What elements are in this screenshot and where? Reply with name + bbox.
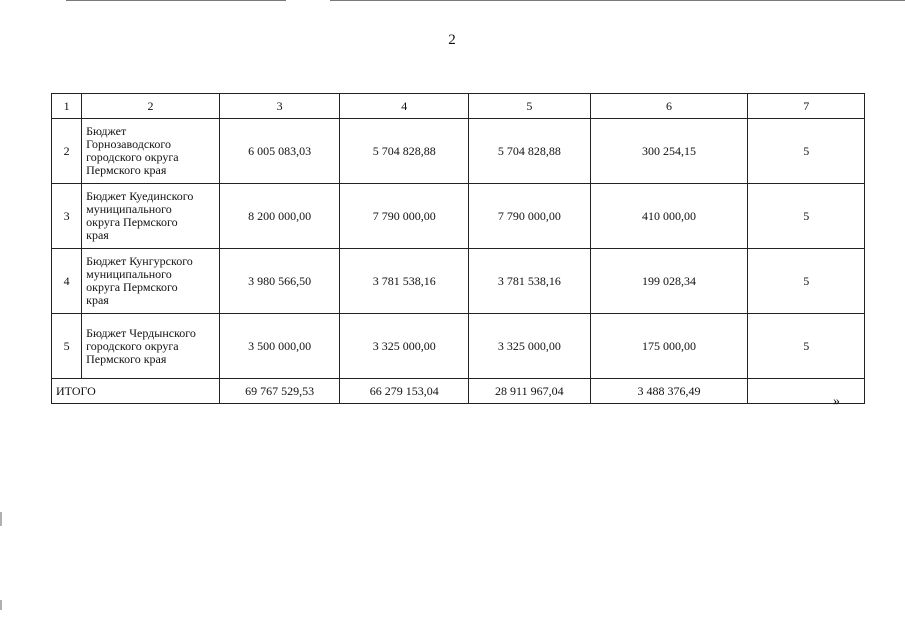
header-cell-2: 2 (82, 94, 220, 119)
budget-name-line: Бюджет Чердынского (86, 325, 196, 340)
amount-cell-4: 7 790 000,00 (340, 184, 469, 249)
amount-cell-3: 3 980 566,50 (219, 249, 340, 314)
budget-name-cell (82, 314, 220, 379)
table-header-row (52, 94, 865, 119)
header-cell-3: 3 (219, 94, 340, 119)
budget-table (51, 93, 865, 404)
amount-cell-6: 175 000,00 (590, 314, 748, 379)
table-row (52, 314, 865, 379)
value-cell-7: 5 (748, 184, 865, 249)
amount-cell-5: 3 781 538,16 (469, 249, 591, 314)
value-cell-7: 5 (748, 119, 865, 184)
header-cell-1: 1 (52, 94, 82, 119)
amount-cell-4: 3 325 000,00 (340, 314, 469, 379)
table-row (52, 119, 865, 184)
budget-name-line: Бюджет (86, 124, 127, 138)
budget-name-line: округа Пермского (86, 280, 178, 294)
table-row (52, 249, 865, 314)
value-cell-7: 5 (748, 314, 865, 379)
budget-name-line: Бюджет Куединского (86, 189, 194, 203)
budget-name-line: края (86, 228, 109, 242)
scan-top-edge-left (66, 0, 286, 1)
budget-name-line: края (86, 293, 109, 307)
budget-name-line: Пермского края (86, 163, 167, 177)
header-cell-6: 6 (590, 94, 748, 119)
value-cell-7: 5 (748, 249, 865, 314)
budget-name-line: муниципального (86, 202, 172, 216)
budget-name-line: городского округа (86, 150, 179, 164)
row-number-cell: 3 (52, 184, 82, 249)
table-row (52, 184, 865, 249)
row-number-cell: 4 (52, 249, 82, 314)
amount-cell-3: 6 005 083,03 (219, 119, 340, 184)
closing-quote: » (833, 394, 840, 409)
scan-edge-mark (0, 512, 2, 526)
amount-cell-5: 5 704 828,88 (469, 119, 591, 184)
total-row (52, 379, 865, 404)
header-cell-7: 7 (748, 94, 865, 119)
budget-name-cell (82, 184, 220, 249)
total-cell-6: 3 488 376,49 (590, 379, 748, 404)
row-number-cell: 2 (52, 119, 82, 184)
total-cell-5: 28 911 967,04 (469, 379, 591, 404)
budget-name-line: Пермского края (86, 351, 167, 366)
scan-edge-mark (0, 600, 2, 610)
amount-cell-5: 7 790 000,00 (469, 184, 591, 249)
row-number-cell: 5 (52, 314, 82, 379)
amount-cell-5: 3 325 000,00 (469, 314, 591, 379)
scan-top-edge-right (330, 0, 905, 1)
amount-cell-4: 3 781 538,16 (340, 249, 469, 314)
header-cell-4: 4 (340, 94, 469, 119)
total-cell-4: 66 279 153,04 (340, 379, 469, 404)
budget-name-line: Бюджет Кунгурского (86, 254, 193, 268)
total-cell-3: 69 767 529,53 (219, 379, 340, 404)
budget-name-cell (82, 249, 220, 314)
budget-name-cell (82, 119, 220, 184)
page-number: 2 (448, 32, 456, 48)
amount-cell-3: 3 500 000,00 (219, 314, 340, 379)
budget-name-line: Горнозаводского (86, 137, 172, 151)
budget-name-line: городского округа (86, 338, 179, 353)
amount-cell-6: 199 028,34 (590, 249, 748, 314)
header-cell-5: 5 (469, 94, 591, 119)
budget-name-line: округа Пермского (86, 215, 178, 229)
amount-cell-6: 410 000,00 (590, 184, 748, 249)
total-cell-7 (748, 379, 865, 404)
amount-cell-6: 300 254,15 (590, 119, 748, 184)
budget-name-line: муниципального (86, 267, 172, 281)
total-label: ИТОГО (52, 379, 220, 404)
amount-cell-3: 8 200 000,00 (219, 184, 340, 249)
amount-cell-4: 5 704 828,88 (340, 119, 469, 184)
